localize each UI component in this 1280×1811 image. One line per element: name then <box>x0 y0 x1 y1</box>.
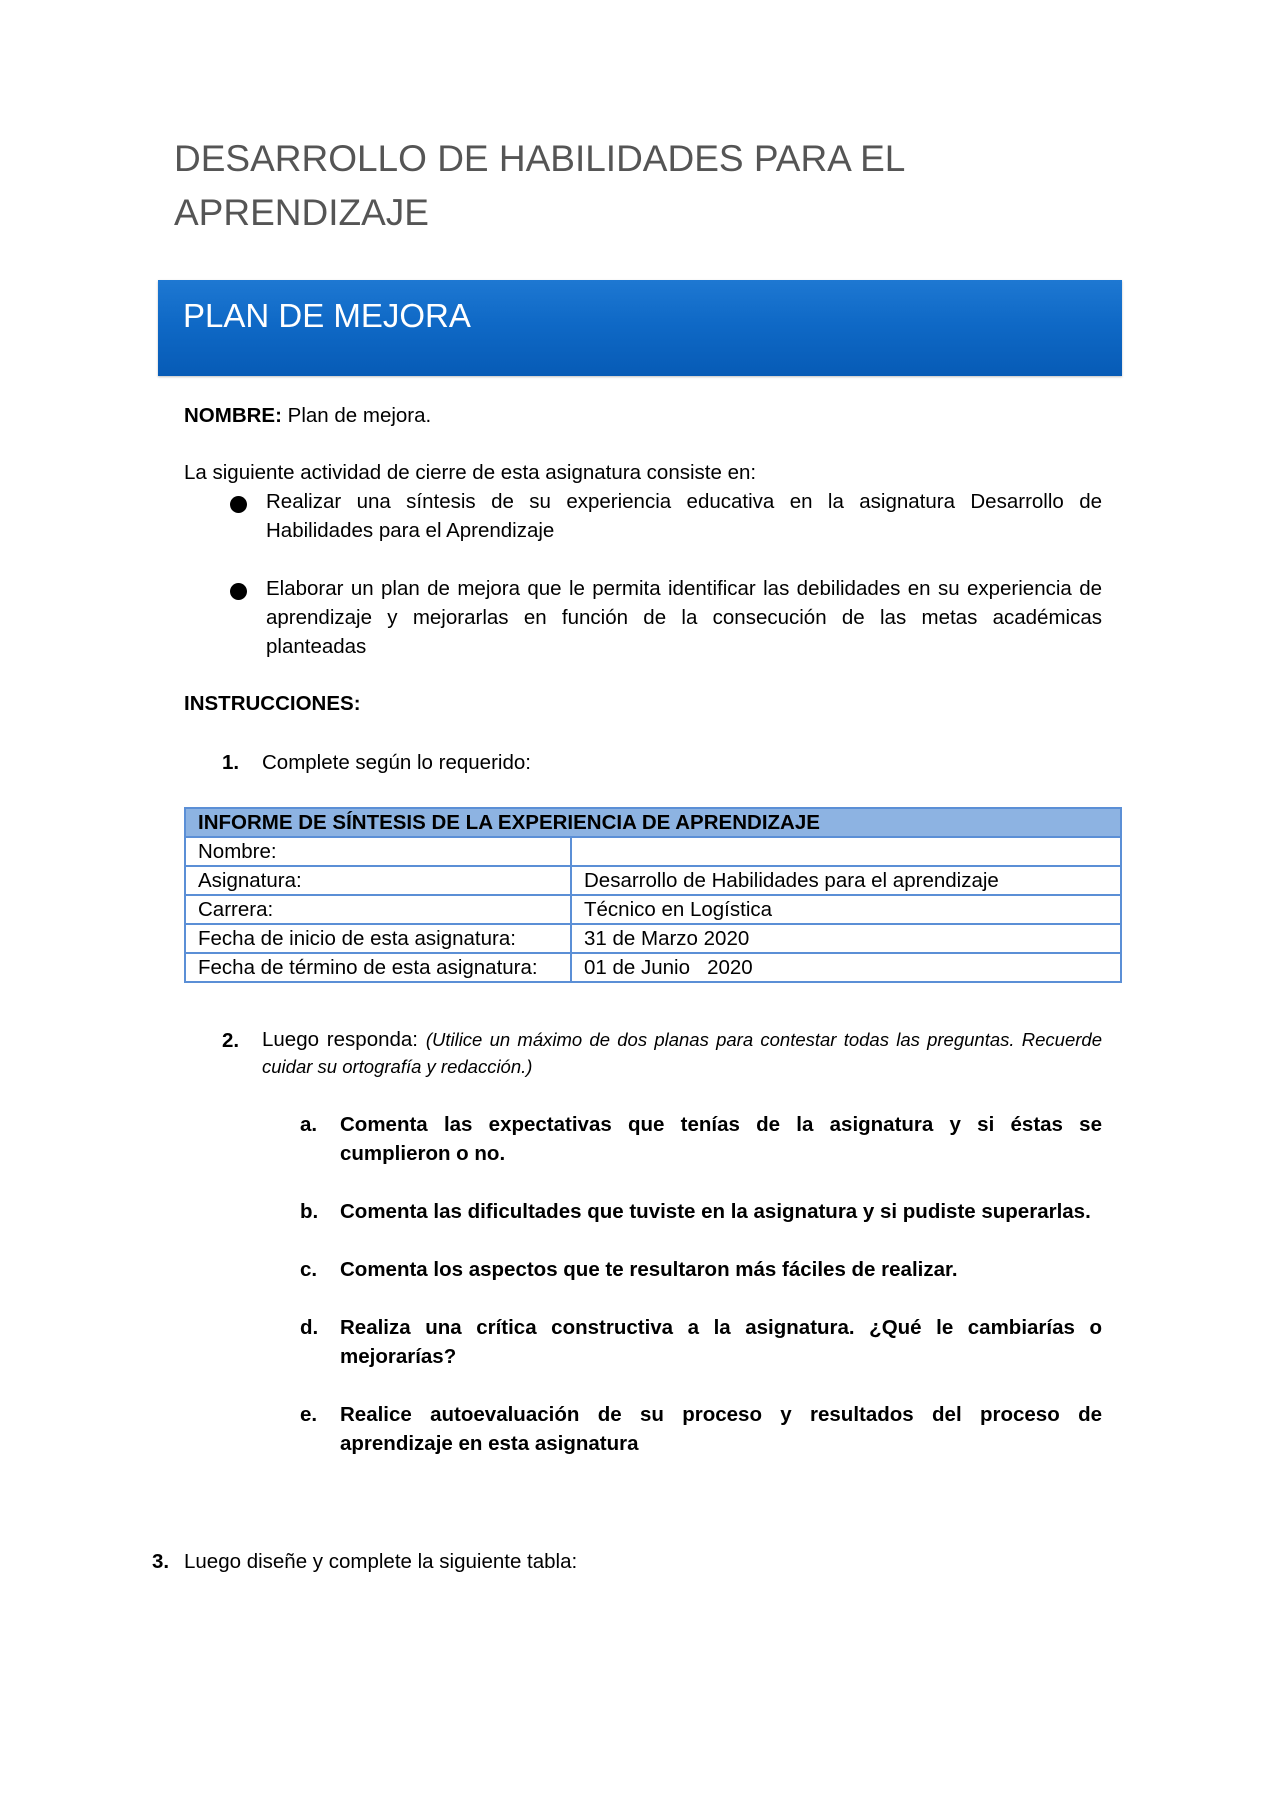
instructions-heading: INSTRUCCIONES: <box>184 692 361 715</box>
table-cell-label: Asignatura: <box>185 866 571 895</box>
step-text: Luego diseñe y complete la siguiente tabla: <box>184 1550 578 1573</box>
banner-title: PLAN DE MEJORA <box>183 297 471 334</box>
activity-intro: La siguiente actividad de cierre de esta asignatura consiste en: <box>184 461 757 484</box>
step-text: Complete según lo requerido: <box>262 751 531 774</box>
table-cell-label: Fecha de término de esta asignatura: <box>185 953 571 982</box>
table-cell-label: Carrera: <box>185 895 571 924</box>
summary-table <box>184 807 1122 983</box>
table-cell-value[interactable]: Técnico en Logística <box>571 895 1121 924</box>
table-cell-value[interactable]: 01 de Junio 2020 <box>571 953 1121 982</box>
question-letter: e. <box>300 1403 318 1426</box>
step-number: 3. <box>152 1550 170 1573</box>
bullet-item: Realizar una síntesis de su experiencia educativa en la asignatura Desarrollo de Habilidades para el Aprendizaje <box>266 490 1102 542</box>
question-letter: c. <box>300 1258 318 1281</box>
document-title: DESARROLLO DE HABILIDADES PARA EL APRENDIZAJE <box>174 138 904 233</box>
step-2-note: (Utilice un máximo de dos planas para contestar todas las preguntas. Recuerde cuidar su ortografía y redacción.) <box>262 1029 1102 1077</box>
table-row <box>185 866 1121 895</box>
table-row <box>185 895 1121 924</box>
step-text <box>262 1026 1102 1080</box>
table-header-row <box>185 808 1121 837</box>
table-cell-label: Fecha de inicio de esta asignatura: <box>185 924 571 953</box>
question-text: Realiza una crítica constructiva a la asignatura. ¿Qué le cambiarías o mejorarías? <box>340 1316 1102 1368</box>
step-number: 2. <box>222 1029 240 1052</box>
question-text: Realice autoevaluación de su proceso y resultados del proceso de aprendizaje en esta asignatura <box>340 1403 1102 1455</box>
table-header: INFORME DE SÍNTESIS DE LA EXPERIENCIA DE APRENDIZAJE <box>185 808 1121 837</box>
bullet-item: Elaborar un plan de mejora que le permita identificar las debilidades en su experiencia de aprendizaje y mejorarlas en función de la consecución de las metas académicas planteadas <box>266 577 1102 658</box>
question-text: Comenta los aspectos que te resultaron más fáciles de realizar. <box>340 1258 958 1281</box>
question-letter: d. <box>300 1316 319 1339</box>
question-text: Comenta las dificultades que tuviste en la asignatura y si pudiste superarlas. <box>340 1200 1091 1223</box>
step-2-label: Luego responda: <box>262 1028 418 1051</box>
bullet-icon <box>230 583 247 600</box>
bullet-icon <box>230 496 247 513</box>
table-cell-value[interactable] <box>571 837 1121 866</box>
nombre-line <box>184 401 431 430</box>
nombre-label: NOMBRE: <box>184 404 282 427</box>
table-row <box>185 953 1121 982</box>
table-cell-label: Nombre: <box>185 837 571 866</box>
section-banner <box>158 280 1122 376</box>
table-cell-value[interactable]: 31 de Marzo 2020 <box>571 924 1121 953</box>
table-cell-value[interactable]: Desarrollo de Habilidades para el aprendizaje <box>571 866 1121 895</box>
question-letter: b. <box>300 1200 319 1223</box>
question-text: Comenta las expectativas que tenías de la asignatura y si éstas se cumplieron o no. <box>340 1113 1102 1165</box>
nombre-value: Plan de mejora. <box>287 404 432 427</box>
question-letter: a. <box>300 1113 318 1136</box>
table-row <box>185 924 1121 953</box>
step-number: 1. <box>222 751 240 774</box>
table-row <box>185 837 1121 866</box>
